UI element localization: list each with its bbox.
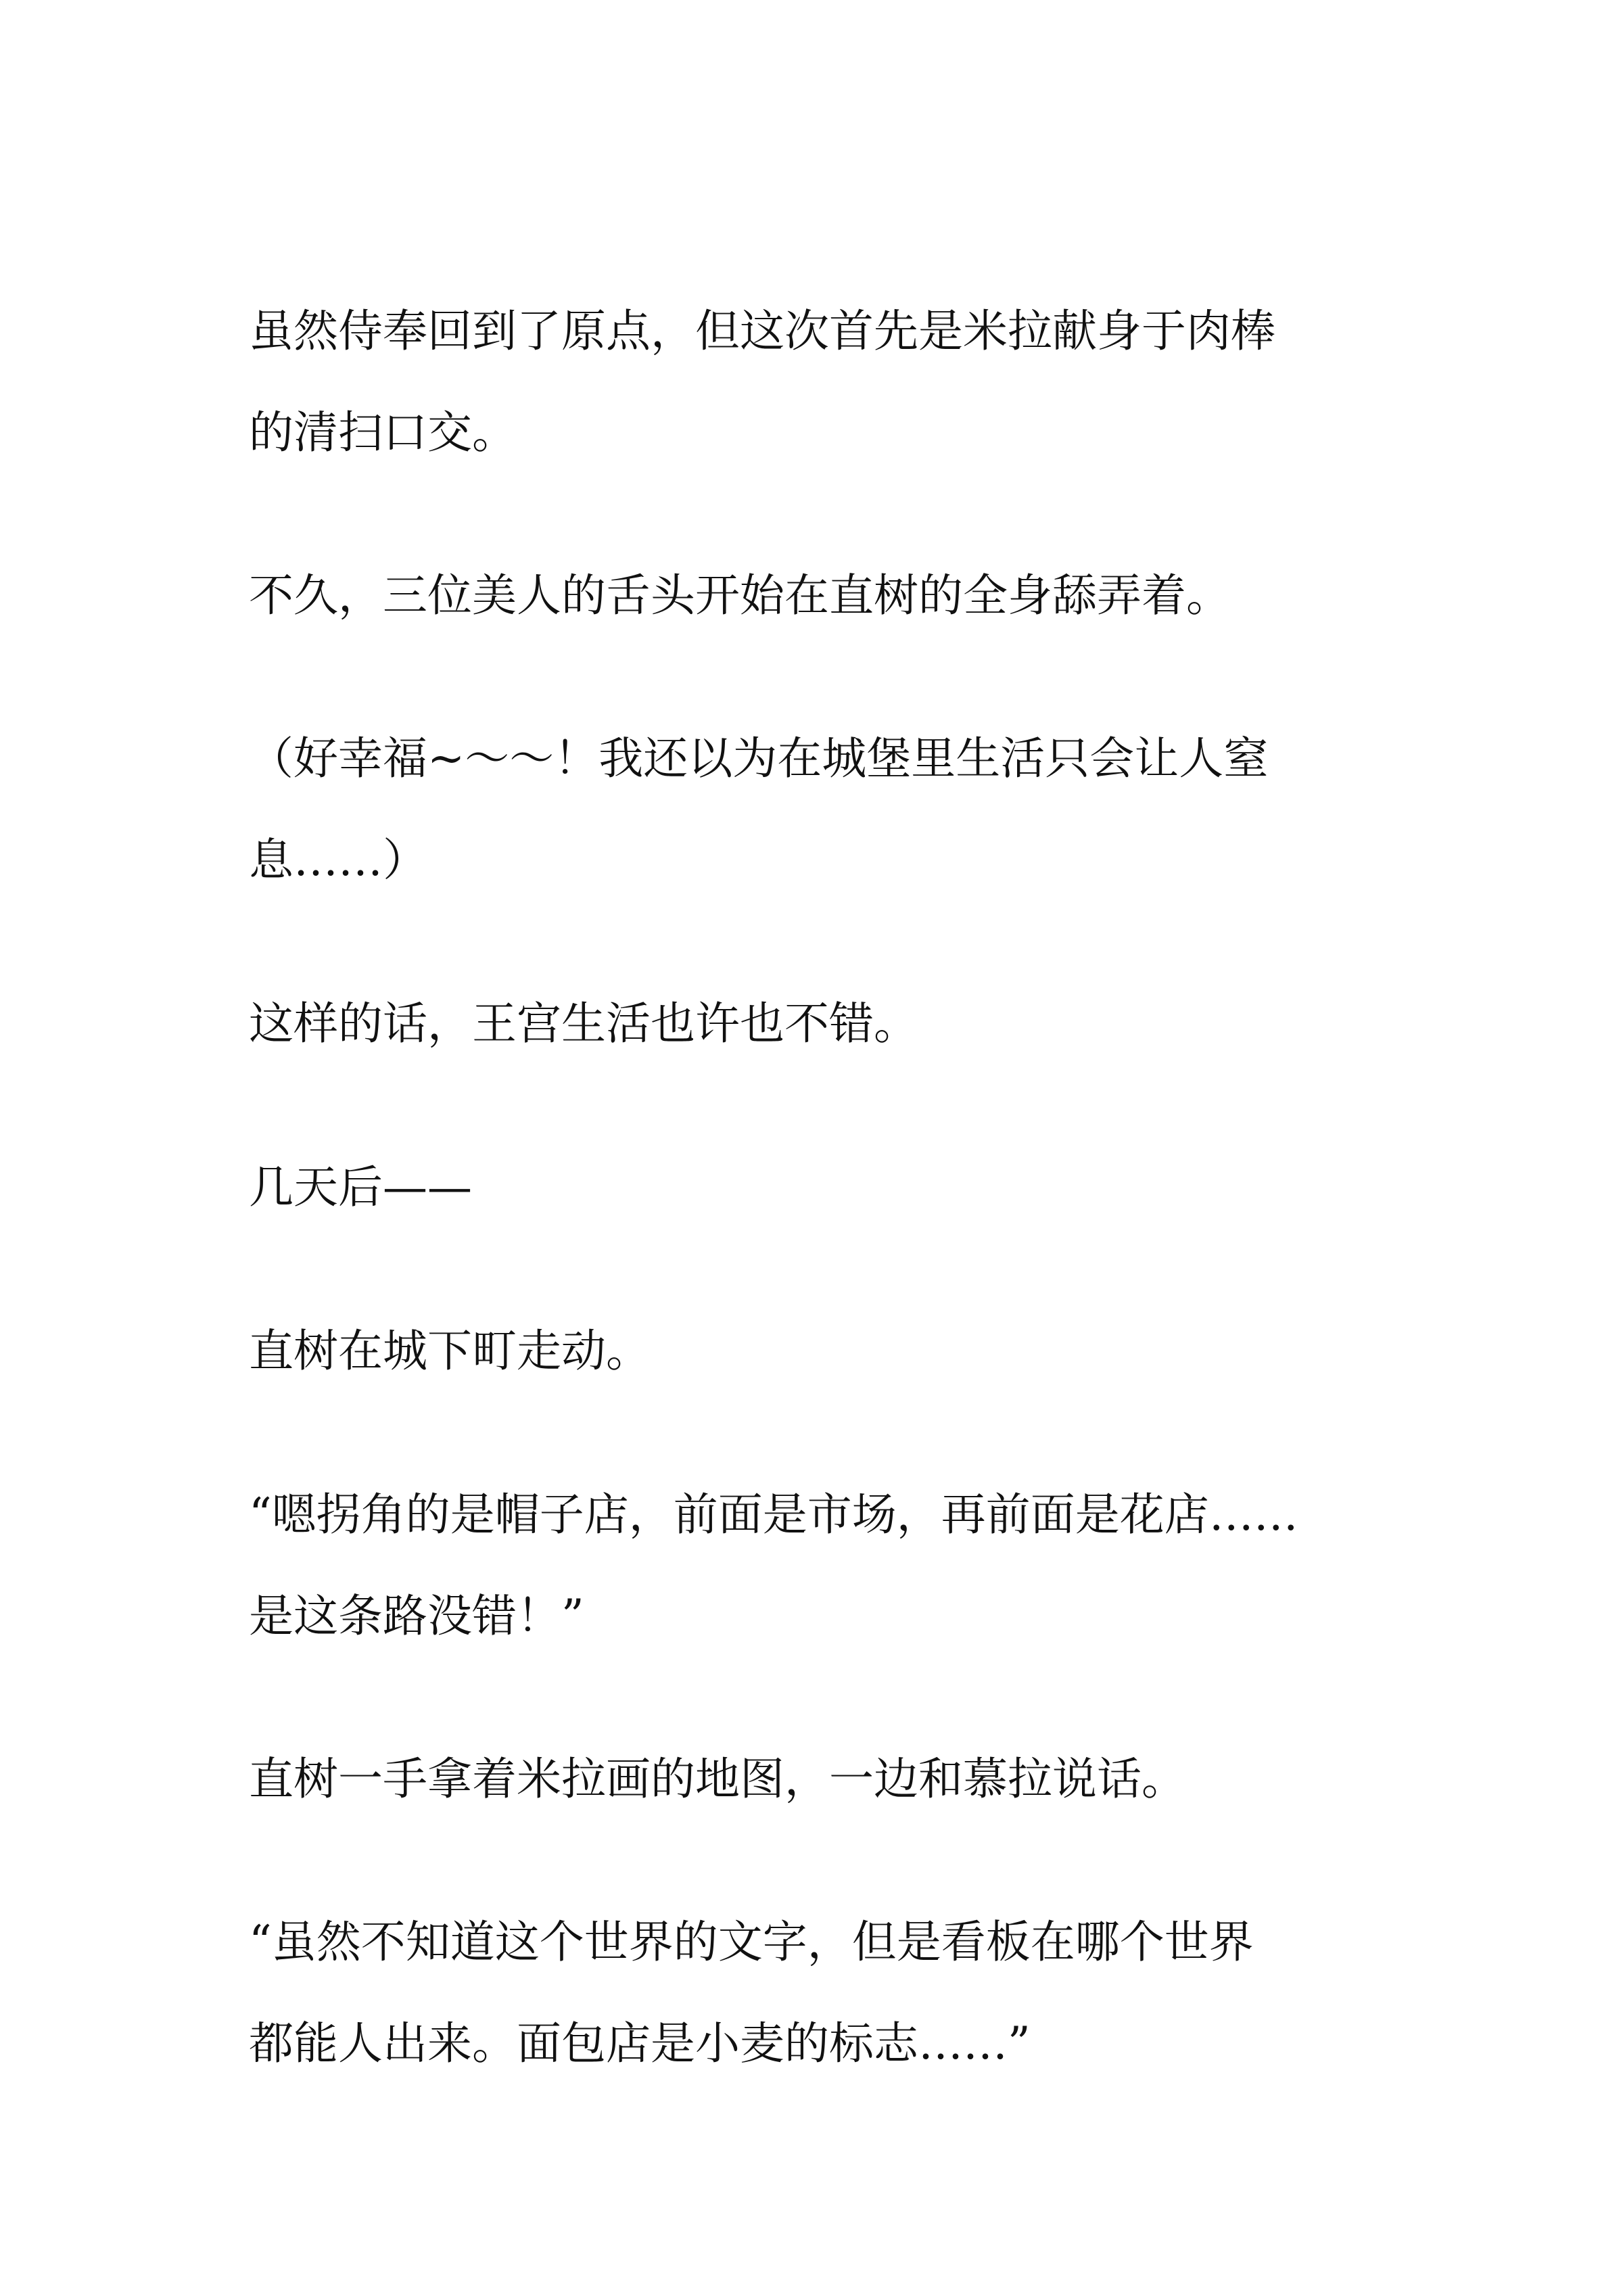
text-line: 直树一手拿着米拉画的地图，一边和慕拉说话。 — [249, 1753, 1186, 1805]
text-line: 这样的话，王宫生活也许也不错。 — [249, 998, 918, 1050]
paragraph-3 — [249, 708, 1398, 911]
paragraph-7 — [249, 1464, 1398, 1667]
text-line: 息……） — [249, 834, 427, 886]
paragraph-2 — [249, 545, 1398, 647]
text-line: 几天后—— — [249, 1161, 472, 1213]
paragraph-4 — [249, 973, 1398, 1075]
paragraph-8 — [249, 1729, 1398, 1830]
text-line: 直树在城下町走动。 — [249, 1325, 651, 1377]
text-line: “虽然不知道这个世界的文字，但是看板在哪个世界 — [249, 1916, 1254, 1968]
text-line: 虽然侍奉回到了原点，但这次首先是米拉献身于肉棒 — [249, 305, 1275, 357]
text-line: 都能人出来。面包店是小麦的标志……” — [249, 2017, 1031, 2069]
text-line: “嗯拐角的是帽子店，前面是市场，再前面是花店…… — [249, 1489, 1298, 1541]
paragraph-5 — [249, 1137, 1398, 1238]
text-line: 不久，三位美人的舌头开始在直树的全身舔弄着。 — [249, 569, 1231, 622]
text-line: 是这条路没错！” — [249, 1590, 584, 1642]
paragraph-1 — [249, 281, 1398, 484]
paragraph-6 — [249, 1301, 1398, 1402]
text-line: 的清扫口交。 — [249, 406, 517, 459]
text-line: （好幸福~～～！我还以为在城堡里生活只会让人窒 — [249, 732, 1269, 784]
paragraph-9 — [249, 1892, 1398, 2094]
